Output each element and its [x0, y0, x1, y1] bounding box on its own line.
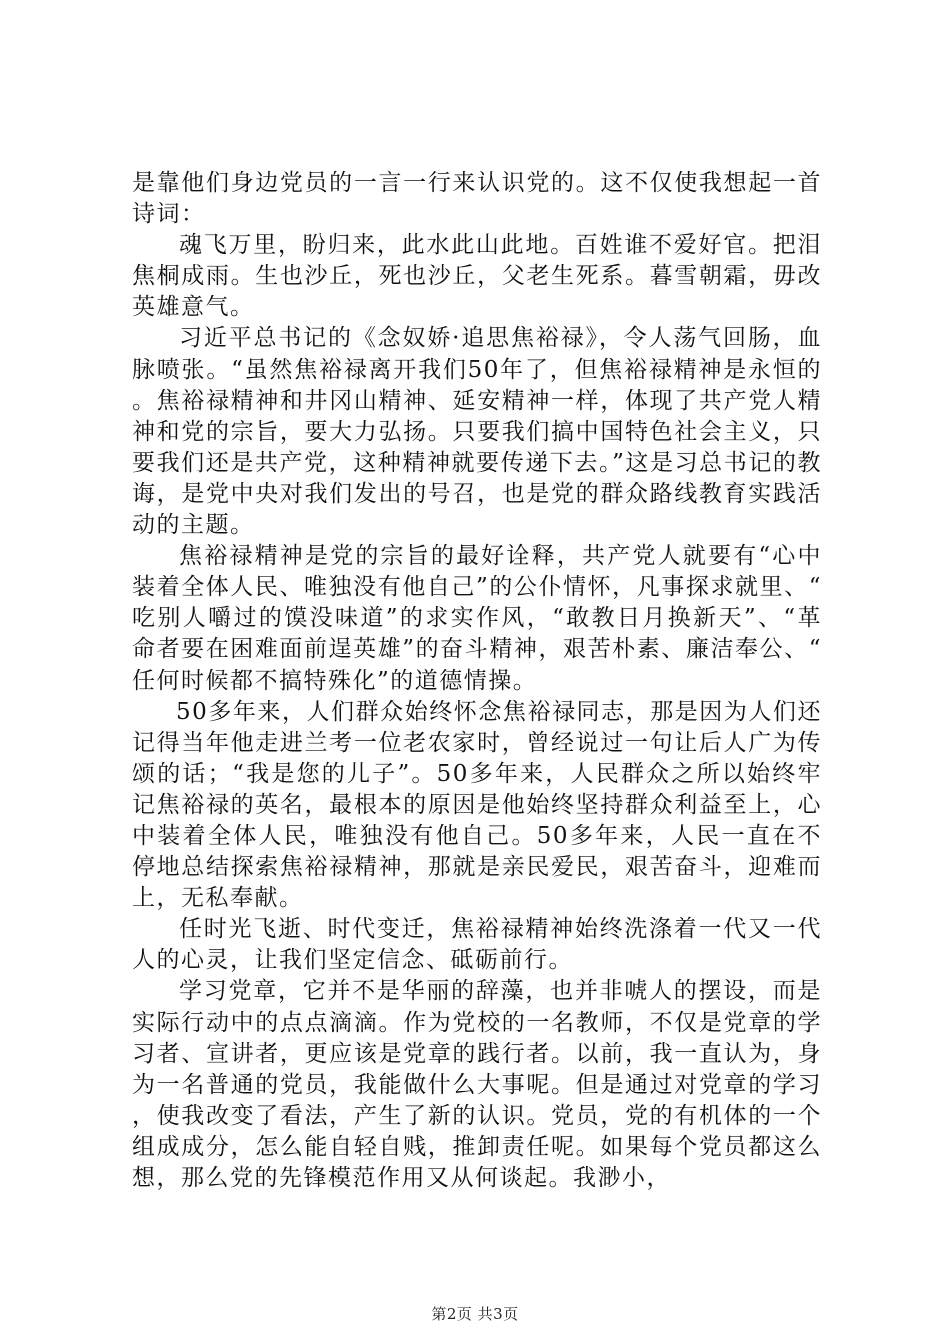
paragraph-continuation: 是靠他们身边党员的一言一行来认识党的。这不仅使我想起一首诗词： [132, 170, 822, 228]
paragraph-poem: 魂飞万里，盼归来，此水此山此地。百姓谁不爱好官。把泪焦桐成雨。生也沙丘，死也沙丘，父老生死系。暮雪朝霜，毋改英雄意气。 [132, 232, 822, 321]
paragraph-study-charter: 学习党章，它并不是华丽的辞藻，也并非唬人的摆设，而是实际行动中的点点滴滴。作为党校的一名教师，不仅是党章的学习者、宣讲者，更应该是党章的践行者。以前，我一直认为，身为一名普通的党员，我能做什么大事呢。但是通过对党章的学习，使我改变了看法，产生了新的认识。党员，党的有机体的一个组成成分，怎么能自轻自贱，推卸责任呢。如果每个党员都这么想，那么党的先锋模范作用又从何谈起。我渺小， [132, 978, 822, 1191]
page-footer: 第2页 共3页 [431, 1305, 519, 1323]
paragraph-time-passing: 任时光飞逝、时代变迁，焦裕禄精神始终洗涤着一代又一代人的心灵，让我们坚定信念、砥砺前行。 [132, 916, 822, 974]
paragraph-xi-quote: 习近平总书记的《念奴娇·追思焦裕禄》，令人荡气回肠，血脉喷张。“虽然焦裕禄离开我们50年了，但焦裕禄精神是永恒的。焦裕禄精神和井冈山精神、延安精神一样，体现了共产党人精神和党的宗旨，要大力弘扬。只要我们搞中国特色社会主义，只要我们还是共产党，这种精神就要传递下去。”这是习总书记的教诲，是党中央对我们发出的号召，也是党的群众路线教育实践活动的主题。 [132, 325, 822, 539]
paragraph-fifty-years: 50多年来，人们群众始终怀念焦裕禄同志，那是因为人们还记得当年他走进兰考一位老农家时，曾经说过一句让后人广为传颂的话；“我是您的儿子”。50多年来，人民群众之所以始终牢记焦裕禄的英名，最根本的原因是他始终坚持群众利益至上，心中装着全体人民，唯独没有他自己。50多年来，人民一直在不停地总结探索焦裕禄精神，那就是亲民爱民，艰苦奋斗，迎难而上，无私奉献。 [132, 698, 822, 912]
document-body [132, 168, 822, 1194]
paragraph-jiao-spirit: 焦裕禄精神是党的宗旨的最好诠释，共产党人就要有“心中装着全体人民、唯独没有他自己”的公仆情怀，凡事探求就里、“吃别人嚼过的馍没味道”的求实作风，“敢教日月换新天”、“革命者要在困难面前逞英雄”的奋斗精神，艰苦朴素、廉洁奉公、“任何时候都不搞特殊化”的道德情操。 [132, 543, 822, 694]
